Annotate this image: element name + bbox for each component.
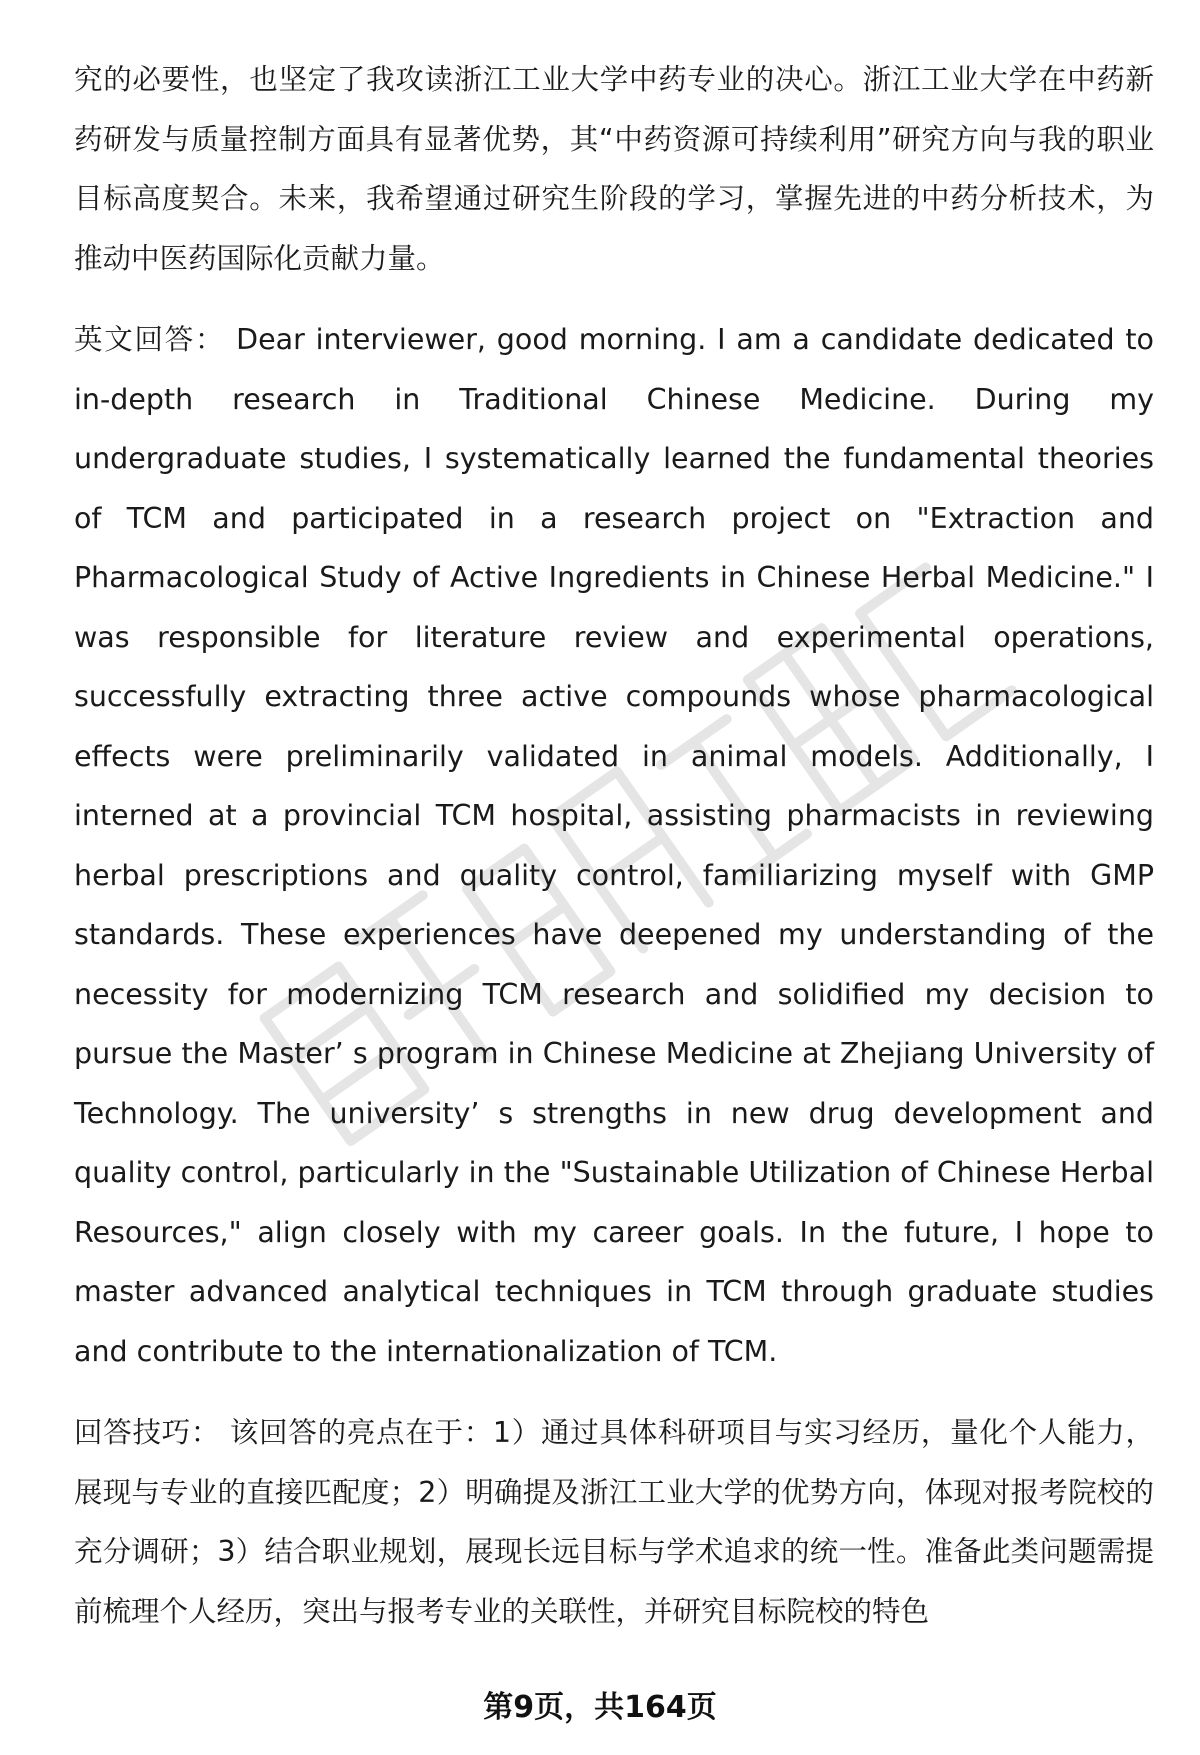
english-answer-paragraph — [74, 310, 1154, 1381]
document-body — [74, 50, 1154, 1641]
tips-text: 该回答的亮点在于：1）通过具体科研项目与实习经历，量化个人能力，展现与专业的直接匹配度；2）明确提及浙江工业大学的优势方向，体现对报考院校的充分调研；3）结合职业规划，展现长远目标与学术追求的统一性。准备此类问题需提前梳理个人经历，突出与报考专业的关联性，并研究目标院校的特色 — [74, 1416, 1154, 1628]
page-indicator: 第9页，共164页 — [483, 1690, 717, 1725]
english-answer-text: Dear interviewer, good morning. I am a candidate dedicated to in-depth research in Traditional Chinese Medicine. During my undergraduate studies, I systematically learned the fundamental theories of TCM and participated in a research project on "Extraction and Pharmacological Study of Active Ingredients in Chinese Herbal Medicine." I was responsible for literature review and experimental operations, successfully extracting three active compounds whose pharmacological effects were preliminarily validated in animal models. Additionally, I interned at a provincial TCM hospital, assisting pharmacists in reviewing herbal prescriptions and quality control, familiarizing myself with GMP standards. These experiences have deepened my understanding of the necessity for modernizing TCM research and solidified my decision to pursue the Master’ s program in Chinese Medicine at Zhejiang University of Technology. The university’ s strengths in new drug development and quality control, particularly in the "Sustainable Utilization of Chinese Herbal Resources," align closely with my career goals. In the future, I hope to master advanced analytical techniques in TCM through graduate studies and contribute to the internationalization of TCM. — [74, 323, 1154, 1368]
tips-label: 回答技巧： — [74, 1416, 221, 1449]
intro-paragraph: 究的必要性，也坚定了我攻读浙江工业大学中药专业的决心。浙江工业大学在中药新药研发与质量控制方面具有显著优势，其“中药资源可持续利用”研究方向与我的职业目标高度契合。未来，我希望通过研究生阶段的学习，掌握先进的中药分析技术，为推动中医药国际化贡献力量。 — [74, 63, 1154, 275]
english-answer-label: 英文回答： — [74, 323, 226, 356]
tips-paragraph — [74, 1403, 1154, 1641]
